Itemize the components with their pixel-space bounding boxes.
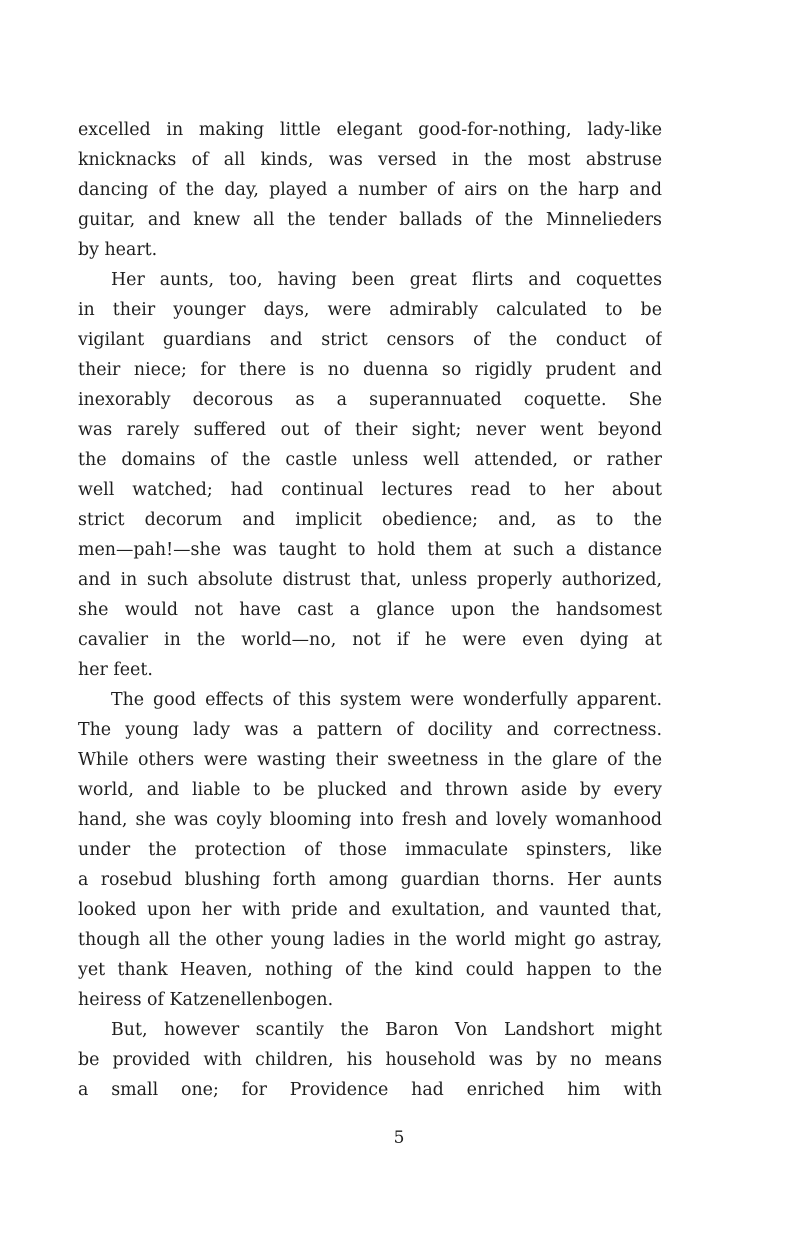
text-line: looked upon her with pride and exultation, and vaunted that,: [78, 900, 662, 920]
text-line: yet thank Heaven, nothing of the kind could happen to the: [78, 960, 662, 980]
text-line: dancing of the day, played a number of airs on the harp and: [78, 180, 662, 200]
text-line: her feet.: [78, 660, 153, 680]
text-line: The young lady was a pattern of docility and correctness.: [78, 720, 662, 740]
text-line: though all the other young ladies in the world might go astray,: [78, 930, 662, 950]
text-line: by heart.: [78, 240, 158, 260]
text-line: men—pah!—she was taught to hold them at such a distance: [78, 540, 662, 560]
paragraph: [78, 265, 662, 685]
text-line: hand, she was coyly blooming into fresh and lovely womanhood: [78, 810, 662, 830]
text-line: guitar, and knew all the tender ballads of the Minnelieders: [78, 210, 662, 230]
text-line: their niece; for there is no duenna so rigidly prudent and: [78, 360, 662, 380]
text-line: But, however scantily the Baron Von Landshort might: [111, 1020, 662, 1040]
text-line: strict decorum and implicit obedience; and, as to the: [78, 510, 662, 530]
text-line: While others were wasting their sweetness in the glare of the: [78, 750, 662, 770]
text-line: the domains of the castle unless well attended, or rather: [78, 450, 662, 470]
text-line: she would not have cast a glance upon the handsomest: [78, 600, 662, 620]
text-line: vigilant guardians and strict censors of the conduct of: [78, 330, 662, 350]
text-line: was rarely suffered out of their sight; never went beyond: [78, 420, 662, 440]
paragraph: [78, 685, 662, 1015]
text-line: excelled in making little elegant good-for-nothing, lady-like: [78, 120, 662, 140]
text-line: well watched; had continual lectures read to her about: [78, 480, 662, 500]
text-line: be provided with children, his household was by no means: [78, 1050, 662, 1070]
paragraph: [78, 1015, 662, 1105]
text-line: cavalier in the world—no, not if he were even dying at: [78, 630, 662, 650]
text-line: a rosebud blushing forth among guardian thorns. Her aunts: [78, 870, 662, 890]
text-line: and in such absolute distrust that, unless properly authorized,: [78, 570, 662, 590]
text-line: knicknacks of all kinds, was versed in the most abstruse: [78, 150, 662, 170]
paragraph: [78, 115, 662, 265]
text-line: The good effects of this system were wonderfully apparent.: [111, 690, 662, 710]
text-line: world, and liable to be plucked and thrown aside by every: [78, 780, 662, 800]
page-number: 5: [393, 1128, 405, 1148]
text-line: a small one; for Providence had enriched him with: [78, 1080, 662, 1100]
text-line: in their younger days, were admirably calculated to be: [78, 300, 662, 320]
text-line: Her aunts, too, having been great flirts and coquettes: [111, 270, 662, 290]
body-text: [78, 115, 662, 1105]
text-line: heiress of Katzenellenbogen.: [78, 990, 334, 1010]
text-line: inexorably decorous as a superannuated coquette. She: [78, 390, 662, 410]
text-line: under the protection of those immaculate spinsters, like: [78, 840, 662, 860]
